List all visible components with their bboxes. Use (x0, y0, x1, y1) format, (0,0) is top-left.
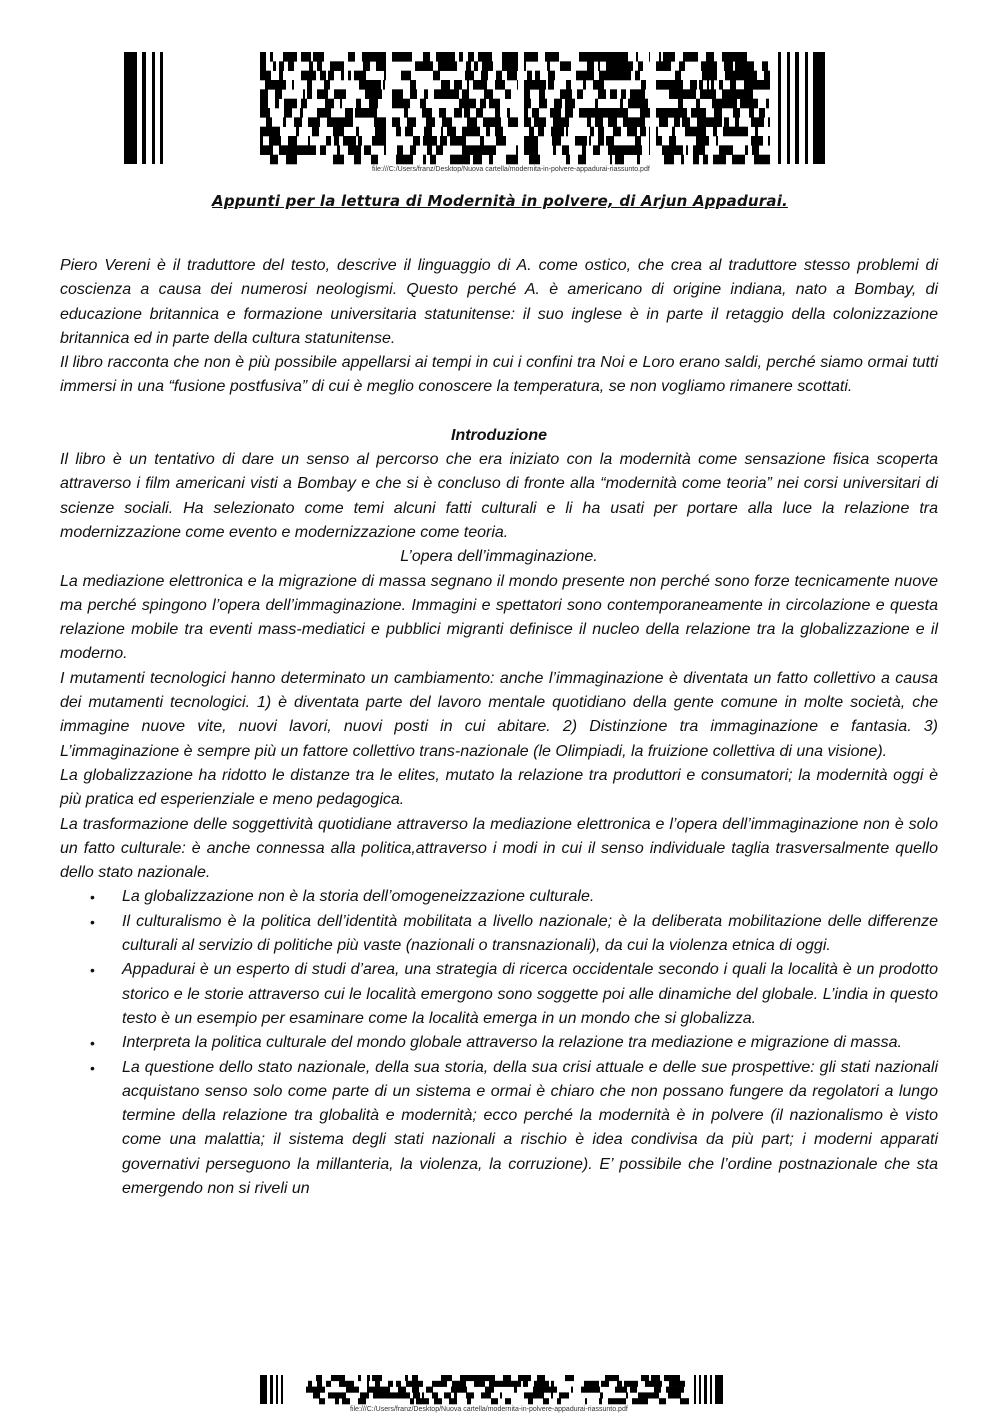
pdf417-barcode-top (0, 52, 1000, 170)
section-paragraph: La mediazione elettronica e la migrazione di massa segnano il mondo presente non perché sono forze tecnicamente nuove ma perché spingono l’opera dell’immaginazione. Immagini e spettatori sono contemporaneamente in circolazione e questa relazione mobile tra eventi mass-mediatici e pubblici migranti definisce il nucleo della relazione tra la globalizzazione e il moderno. (60, 572, 938, 663)
list-item-text: Il culturalismo è la politica dell’identità mobilitata a livello nazionale; è la deliberata mobilitazione delle differenze culturali al servizio di politiche più vaste (nazionali o transnazionali), da cui la violenza etnica di oggi. (122, 912, 938, 955)
section-subheading: L’opera dell’immaginazione. (400, 548, 598, 566)
list-item-text: La questione dello stato nazionale, della sua storia, della sua crisi attuale e delle sue prospettive: gli stati nazionali acquistano senso solo come parte di un sistema e ormai è chiaro che non possano fungere da regolatori a lungo termine della relazione tra globalità e modernità; ecco perché la modernità è in polvere (il nazionalismo è visto come una malattia; il sistema degli stati nazionali a rischio è idea condivisa da più part; i moderni apparati governativi perseguono la millanteria, la violenza, la corruzione). E’ possibile che l’ordine postnazionale che sta emergendo non si riveli un (122, 1058, 938, 1197)
pdf417-barcode-bottom (0, 1375, 1000, 1405)
bullet-icon: • (90, 913, 95, 930)
bullet-icon: • (90, 889, 95, 906)
list-item (90, 910, 938, 959)
intro-paragraph-1: Piero Vereni è il traduttore del testo, descrive il linguaggio di A. come ostico, che crea al traduttore stesso problemi di coscienza a causa dei numerosi neologismi. Questo perché A. è americano di origine indiana, nato a Bombay, di educazione britannica e formazione universitaria statunitense: il suo inglese è in parte il retaggio della colonizzazione britannica ed in parte della cultura statunitense. (60, 257, 938, 347)
file-path-top: file:///C:/Users/franz/Desktop/Nuova cartella/modernita-in-polvere-appadurai-riassunto.pdf (372, 166, 650, 173)
section-paragraph: I mutamenti tecnologici hanno determinato un cambiamento: anche l’immaginazione è diventata un fatto collettivo a causa dei mutamenti tecnologici. 1) è diventata parte del lavoro mentale quotidiano della gente comune in molte società, che immagine nuove vite, nuovi lavori, nuovi posti in cui abitare. 2) Distinzione tra immaginazione e fantasia. 3) L’immaginazione è sempre più un fattore collettivo trans-nazionale (le Olimpiadi, la fruizione collettiva di una visione). (60, 669, 938, 760)
list-item (90, 1031, 938, 1055)
document-body (60, 254, 938, 1201)
document-title: Appunti per la lettura di Modernità in polvere, di Arjun Appadurai. (212, 192, 788, 210)
intro-paragraph-2: Il libro racconta che non è più possibile appellarsi ai tempi in cui i confini tra Noi e Loro erano saldi, perché siamo ormai tutti immersi in una “fusione postfusiva” di cui è meglio conoscere la temperatura, se non vogliamo rimanere scottati. (60, 354, 938, 396)
section-paragraph: La globalizzazione ha ridotto le distanze tra le elites, mutato la relazione tra produttori e consumatori; la modernità oggi è più pratica ed esperienziale e meno pedagogica. (60, 766, 938, 809)
list-item-text: Appadurai è un esperto di studi d’area, una strategia di ricerca occidentale secondo i quali la località è un prodotto storico e le storie attraverso cui le località emergono sono soggette poi alle dinamiche del globale. L’india in questo testo è un esempio per esaminare come la località emerga in un mondo che si globalizza. (122, 961, 938, 1027)
section-paragraph: La trasformazione delle soggettività quotidiane attraverso la mediazione elettronica e l’opera dell’immaginazione non è solo un fatto culturale: è anche connessa alla politica,attraverso i modi in cui il senso individuale taglia trasversalmente quello dello stato nazionale. (60, 815, 938, 882)
section-paragraph-1: Il libro è un tentativo di dare un senso al percorso che era iniziato con la modernità come sensazione fisica scoperta attraverso i film americani visti a Bombay e che si è concluso di fronte alla “modernità come teoria” nei corsi universitari di scienze sociali. Ha selezionato come temi alcuni fatti culturali e li ha usati per portare alla luce la relazione tra modernizzazione come evento e modernizzazione come teoria. (60, 451, 938, 541)
list-item-text: Interpreta la politica culturale del mondo globale attraverso la relazione tra mediazione e migrazione di massa. (122, 1034, 902, 1052)
bullet-icon: • (90, 1035, 95, 1052)
list-item (90, 885, 938, 909)
list-item (90, 1056, 938, 1202)
top-barcode (0, 52, 1000, 170)
bottom-barcode (0, 1375, 1000, 1405)
bullet-icon: • (90, 1059, 95, 1076)
bullet-icon: • (90, 962, 95, 979)
file-path-bottom: file:///C:/Users/franz/Desktop/Nuova cartella/modernita-in-polvere-appadurai-riassunto.pdf (350, 1406, 628, 1413)
bullet-list (60, 885, 938, 1201)
list-item-text: La globalizzazione non è la storia dell’omogeneizzazione culturale. (122, 888, 595, 906)
section-heading: Introduzione (451, 426, 547, 444)
list-item (90, 958, 938, 1031)
